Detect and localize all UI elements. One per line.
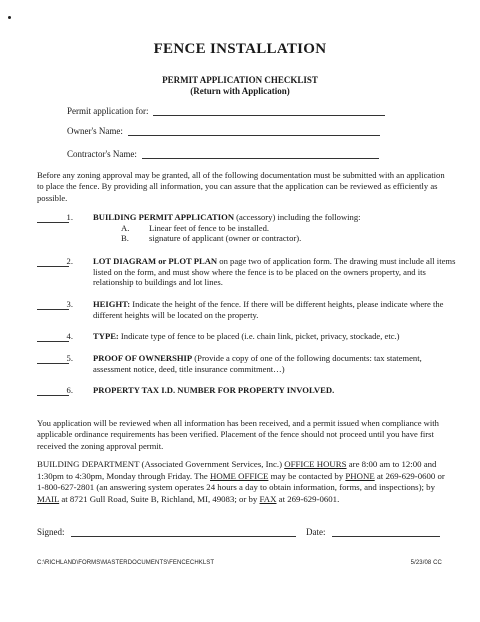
item-checkbox-line[interactable] [37,212,73,223]
item-heading: BUILDING PERMIT APPLICATION [93,212,235,222]
checklist-item-1 [37,212,457,244]
review-paragraph: You application will be reviewed when all information has been received, and a permit issued when compliance with applicable ordinance requirements has been verified. Placement of the fence should not proceed until you have first received the zoning approval permit. [37,418,439,451]
item-heading: HEIGHT: [93,299,131,309]
item-number: 3. [66,299,73,309]
contractor-name-field[interactable] [67,149,379,159]
intro-paragraph: Before any zoning approval may be granted, all of the following documentation must be submitted with an application to place the fence. By providing all information, you can assure that the application can be reviewed as efficiently as possible. [37,170,445,203]
checklist-subtitle: PERMIT APPLICATION CHECKLIST [162,75,318,85]
subitem-text: Linear feet of fence to be installed. [149,222,270,233]
footer-revision-date: 5/23/08 CC [410,560,442,566]
item-checkbox-line[interactable] [37,256,73,267]
home-office-label: HOME OFFICE [210,470,269,481]
item-heading: PROPERTY TAX I.D. NUMBER FOR PROPERTY INVOLVED. [93,385,335,395]
footer-file-path: C:\RICHLAND\FORMS\MASTERDOCUMENTS\FENCECHKLST [37,560,215,566]
contractor-name-label: Contractor's Name: [67,149,137,159]
signed-label: Signed: [37,527,65,537]
signature-field[interactable] [37,527,296,537]
item-text: Indicate the height of the fence. If there will be different heights, please indicate where the different heights will be located on the property. [93,299,444,320]
item-number: 1. [66,212,73,222]
owner-name-label: Owner's Name: [67,126,123,136]
item-heading: LOT DIAGRAM or PLOT PLAN [93,256,218,266]
item-number: 5. [66,353,73,363]
date-label: Date: [306,527,326,537]
item-number: 2. [66,256,73,266]
return-note: (Return with Application) [190,86,290,96]
date-field[interactable] [306,527,440,537]
signature-line[interactable] [71,527,296,537]
subitem-letter: A. [121,222,130,233]
subitem-a [121,223,457,234]
item-text: (accessory) including the following: [234,212,361,222]
item-heading: PROOF OF OWNERSHIP [93,353,193,363]
office-hours-label: OFFICE HOURS [284,459,347,469]
fax-label: FAX [259,493,277,504]
subitem-text: signature of applicant (owner or contractor). [149,233,302,243]
item-checkbox-line[interactable] [37,353,73,364]
permit-for-line[interactable] [153,106,385,116]
owner-name-line[interactable] [128,126,380,136]
mail-label: MAIL [37,493,60,504]
permit-for-field[interactable] [67,106,385,116]
page-title: FENCE INSTALLATION [153,41,327,57]
checklist-item-3 [37,299,457,320]
item-number: 4. [66,331,73,341]
checklist-item-6 [37,385,457,396]
checklist-item-4 [37,331,457,342]
item-text: Indicate type of fence to be placed (i.e. chain link, picket, privacy, stockade, etc.) [118,331,400,341]
item-text: on page two of application form. The drawing must include all items listed on the form, and must show where the fence is to be placed on the owners property, and its relationship to buildings and lot lines. [93,256,456,287]
item-checkbox-line[interactable] [37,385,73,396]
permit-for-label: Permit application for: [67,106,149,116]
checklist-item-5 [37,353,457,374]
contractor-name-line[interactable] [142,149,379,159]
subitem-b [121,233,457,244]
contact-paragraph: BUILDING DEPARTMENT (Associated Government Services, Inc.) OFFICE HOURS are 8:00 am to 12:00 and 1:30pm to 4:30pm, Monday through Friday. The HOME OFFICE may be contacted by PHONE at 269-629-0600 or 1-800-627-2801 (an answering system operates 24 hours a day to obtain information, forms, and inspections); by MAIL at 8721 Gull Road, Suite B, Richland, MI, 49083; or by FAX at 269-629-0601. [37,459,445,504]
checklist-item-2 [37,256,457,288]
date-line[interactable] [332,527,440,537]
item-text: (Provide a copy of one of the following documents: tax statement, assessment notice, deed, title insurance commitment…) [93,353,422,374]
item-checkbox-line[interactable] [37,331,73,342]
subitem-letter: B. [121,233,129,243]
phone-label: PHONE [345,470,375,481]
stray-mark [8,16,11,19]
item-heading: TYPE: [93,331,119,341]
owner-name-field[interactable] [67,126,380,136]
item-number: 6. [66,385,73,395]
item-checkbox-line[interactable] [37,299,73,310]
